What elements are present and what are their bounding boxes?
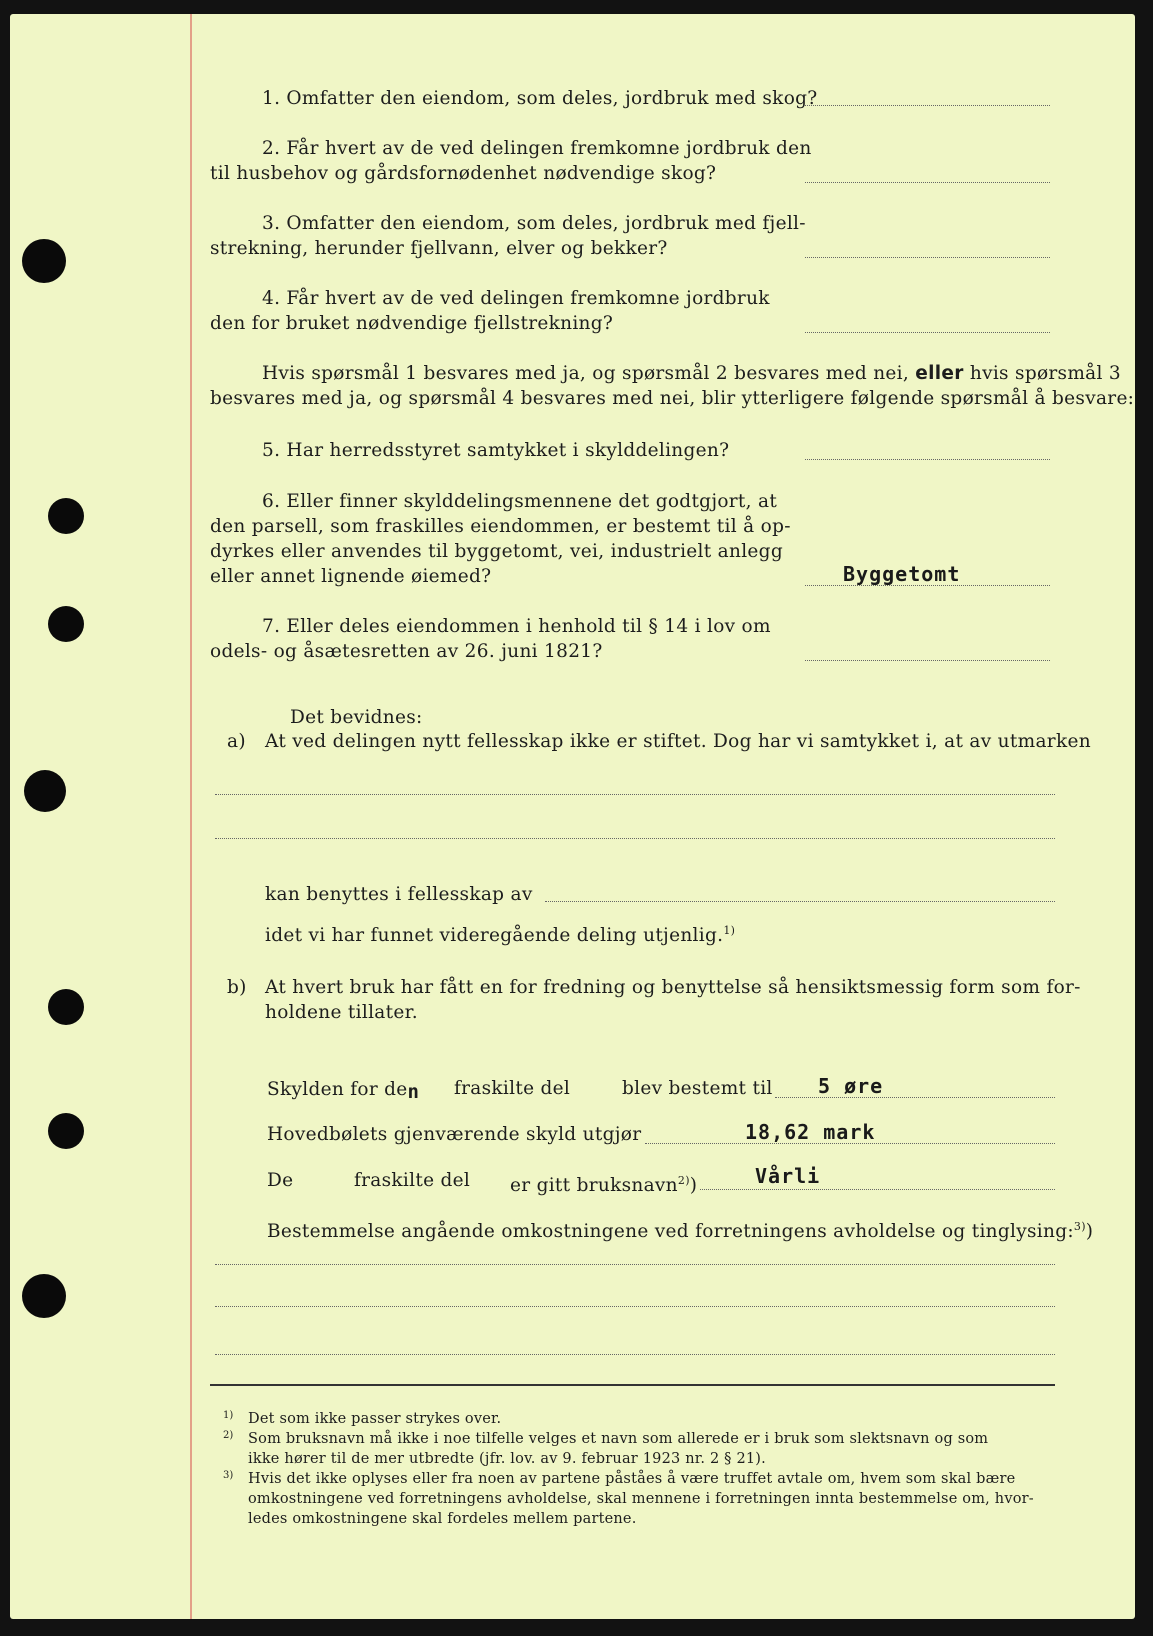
- skyld-label: Skylden for de: [267, 1079, 408, 1100]
- footnote-3-mark: 3): [223, 1470, 234, 1481]
- de-label: De: [267, 1170, 294, 1191]
- fellesskap-text: kan benyttes i fellesskap av: [265, 884, 533, 905]
- skyld-line[interactable]: [775, 1097, 1055, 1098]
- question-4-line2: den for bruket nødvendige fjellstrekning?: [210, 313, 614, 334]
- footnote-ref-1: 1): [723, 924, 736, 937]
- condition-text-b: hvis spørsmål 3: [969, 363, 1121, 384]
- hovedbol-label: Hovedbølets gjenværende skyld utgjør: [267, 1124, 642, 1145]
- certification-b-line1: At hvert bruk har fått en for fredning og benyttelse så hensiktsmessig form som for-: [265, 977, 1081, 998]
- skyld-part3: blev bestemt til: [622, 1078, 773, 1099]
- punch-hole: [22, 239, 66, 283]
- punch-hole: [48, 989, 84, 1025]
- certification-a-text: At ved delingen nytt fellesskap ikke er stiftet. Dog har vi samtykket i, at av utmarken: [265, 731, 1091, 752]
- condition-text-a: Hvis spørsmål 1 besvares med ja, og spørsmål 2 besvares med nei,: [262, 363, 910, 384]
- footnote-3-line2: omkostningene ved forretningens avholdelse, skal mennene i forretningen innta bestemmelse om, hvor-: [248, 1491, 1034, 1507]
- fraskilte-label: fraskilte del: [354, 1170, 471, 1191]
- footnote-1-mark: 1): [223, 1410, 234, 1421]
- punch-hole: [48, 1113, 84, 1149]
- bestemmelse-line-1[interactable]: [215, 1264, 1055, 1265]
- condition-line1: [262, 362, 1121, 386]
- punch-hole: [48, 498, 84, 534]
- footnote-2-line2: ikke hører til de mer utbredte (jfr. lov. av 9. februar 1923 nr. 2 § 21).: [248, 1451, 766, 1467]
- margin-line: [190, 14, 192, 1619]
- fellesskap-line[interactable]: [545, 901, 1055, 902]
- condition-line2: besvares med ja, og spørsmål 4 besvares med nei, blir ytterligere følgende spørsmål å besvare:: [210, 388, 1135, 409]
- bruksnavn-text: er gitt bruksnavn: [510, 1175, 678, 1197]
- footnote-3-line3: ledes omkostningene skal fordeles mellem partene.: [248, 1511, 637, 1527]
- question-6-line2: den parsell, som fraskilles eiendommen, er bestemt til å op-: [210, 516, 791, 537]
- footnote-2-line1: Som bruksnavn må ikke i noe tilfelle velges et navn som allerede er i bruk som slektsnavn og som: [248, 1431, 989, 1447]
- question-6-line3: dyrkes eller anvendes til byggetomt, vei, industrielt anlegg: [210, 541, 783, 562]
- question-6-line4: eller annet lignende øiemed?: [210, 566, 492, 587]
- condition-bold-eller: eller: [915, 363, 964, 384]
- bestemmelse-line-2[interactable]: [215, 1306, 1055, 1307]
- bestemmelse-text: Bestemmelse angående omkostningene ved forretningens avholdelse og tinglysing:: [267, 1221, 1074, 1243]
- bruksnavn-label: [510, 1169, 697, 1198]
- bestemmelse-label: [267, 1215, 1093, 1244]
- certification-heading: Det bevidnes:: [290, 707, 423, 728]
- answer-q6-byggetomt: Byggetomt: [843, 562, 961, 586]
- answer-line-q2[interactable]: [805, 182, 1050, 183]
- hovedbol-answer: 18,62 mark: [745, 1120, 876, 1144]
- question-3-line2: strekning, herunder fjellvann, elver og bekker?: [210, 238, 668, 259]
- footnote-2-mark: 2): [223, 1430, 234, 1441]
- utmark-line-1[interactable]: [215, 794, 1055, 795]
- question-2-line1: 2. Får hvert av de ved delingen fremkomne jordbruk den: [262, 138, 812, 159]
- skyld-part2: fraskilte del: [454, 1078, 571, 1099]
- skyld-part1: [267, 1077, 419, 1102]
- certification-b-line2: holdene tillater.: [265, 1002, 418, 1023]
- bestemmelse-line-3[interactable]: [215, 1354, 1055, 1355]
- answer-line-q7[interactable]: [805, 660, 1050, 661]
- punch-hole: [22, 1274, 66, 1318]
- skyld-answer: 5 øre: [818, 1074, 884, 1098]
- footnote-ref-2: 2): [677, 1174, 690, 1187]
- bruksnavn-line[interactable]: [700, 1189, 1055, 1190]
- punch-hole: [24, 770, 66, 812]
- utmark-line-2[interactable]: [215, 838, 1055, 839]
- document-page: [10, 14, 1135, 1619]
- punch-hole: [48, 606, 84, 642]
- question-5: 5. Har herredsstyret samtykket i skylddelingen?: [262, 440, 730, 461]
- question-7-line1: 7. Eller deles eiendommen i henhold til § 14 i lov om: [262, 616, 771, 637]
- footnote-1-text: Det som ikke passer strykes over.: [248, 1411, 502, 1427]
- question-1: 1. Omfatter den eiendom, som deles, jordbruk med skog?: [262, 88, 818, 109]
- bruksnavn-answer: Vårli: [755, 1164, 821, 1188]
- bruksnavn-close: ): [689, 1175, 698, 1197]
- utjenlig-label: idet vi har funnet videregående deling utjenlig.: [265, 925, 724, 947]
- answer-line-q5[interactable]: [805, 459, 1050, 460]
- certification-a-label: a): [227, 731, 246, 752]
- certification-b-label: b): [227, 977, 247, 998]
- question-7-line2: odels- og åsætesretten av 26. juni 1821?: [210, 641, 603, 662]
- answer-line-q1[interactable]: [805, 105, 1050, 106]
- footnote-3-line1: Hvis det ikke oplyses eller fra noen av partene påståes å være truffet avtale om, hvem som skal bære: [248, 1471, 1016, 1487]
- footnote-ref-3: 3): [1073, 1220, 1086, 1233]
- footnote-separator: [210, 1384, 1055, 1386]
- question-4-line1: 4. Får hvert av de ved delingen fremkomne jordbruk: [262, 288, 770, 309]
- answer-line-q3[interactable]: [805, 257, 1050, 258]
- question-2-line2: til husbehov og gårdsfornødenhet nødvendige skog?: [210, 163, 717, 184]
- skyld-handwritten-n: n: [407, 1081, 420, 1103]
- bestemmelse-close: ): [1085, 1221, 1094, 1243]
- answer-line-q4[interactable]: [805, 332, 1050, 333]
- question-3-line1: 3. Omfatter den eiendom, som deles, jordbruk med fjell-: [262, 213, 806, 234]
- question-6-line1: 6. Eller finner skylddelingsmennene det godtgjort, at: [262, 491, 778, 512]
- utjenlig-text: [265, 919, 735, 948]
